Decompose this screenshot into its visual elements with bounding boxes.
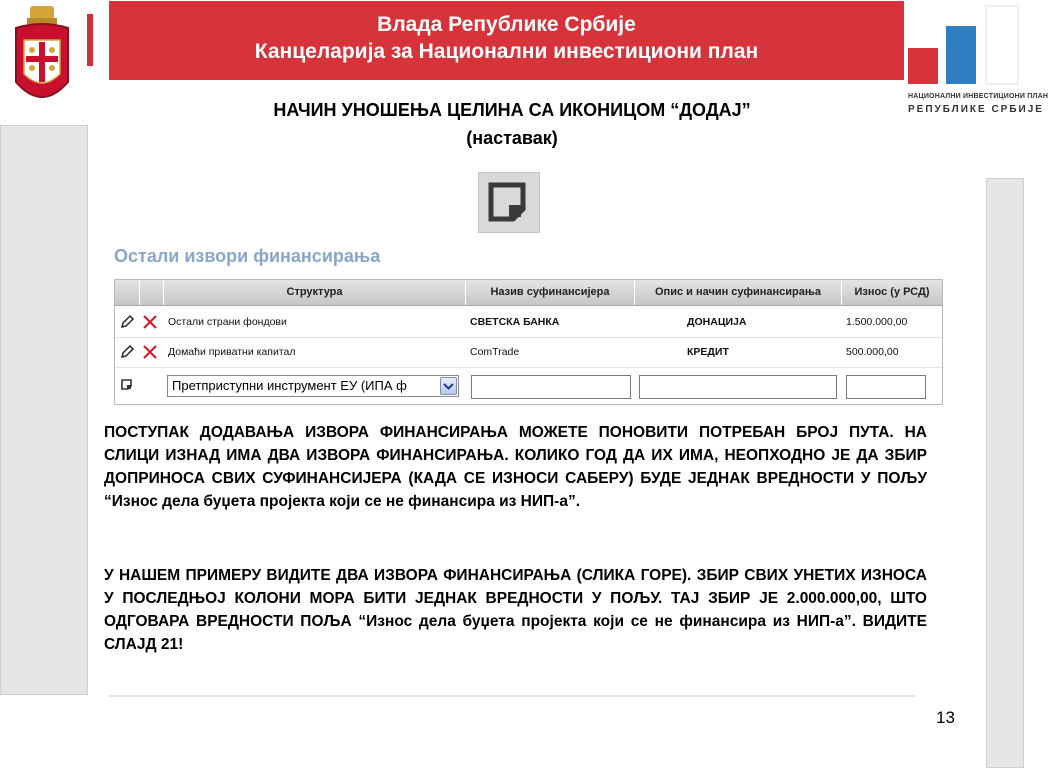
header-delete-col (140, 280, 164, 305)
right-side-panel (986, 178, 1024, 768)
table-row (115, 308, 942, 338)
pencil-icon[interactable] (119, 344, 135, 360)
header-banner (109, 1, 904, 80)
column-header-cofinancier: Назив суфинансијера (466, 280, 635, 305)
table-header (115, 280, 942, 306)
chevron-down-icon[interactable] (440, 377, 457, 395)
cell-description: КРЕДИТ (687, 346, 729, 358)
left-side-panel (0, 125, 88, 695)
slide-title-line-2: (наставак) (466, 128, 558, 148)
table-row (115, 338, 942, 368)
cell-amount: 1.500.000,00 (846, 316, 908, 328)
column-header-amount: Износ (у РСД) (854, 286, 930, 298)
structure-select-value: Претприступни инструмент ЕУ (ИПА ф (172, 378, 407, 393)
cell-cofinancier: ComTrade (470, 346, 520, 358)
column-header-description: Опис и начин суфинансирања (635, 280, 842, 305)
instruction-paragraph-2: У НАШЕМ ПРИМЕРУ ВИДИТЕ ДВА ИЗВОРА ФИНАНСИРАЊА (СЛИКА ГОРЕ). ЗБИР СВИХ УНЕТИХ ИЗНОСА У ПОСЛЕДЊОЈ КОЛОНИ МОРА БИТИ ЈЕДНАК ВРЕДНОСТИ У ПОЉУ. ТАЈ ЗБИР ЈЕ 2.000.000,00, ШТО ОДГОВАРА ВРЕДНОСТИ ПОЉА “Износ дела буџета пројекта који се не финансира из НИП-а”. ВИДИТЕ СЛАЈД 21! (104, 567, 927, 653)
header-line-2: Канцеларија за Национални инвестициони план (254, 40, 759, 63)
delete-icon[interactable] (142, 314, 158, 330)
add-row-icon[interactable] (119, 377, 135, 393)
slide-title (120, 96, 904, 152)
cell-description: ДОНАЦИЈА (687, 316, 747, 328)
instruction-paragraph-1: ПОСТУПАК ДОДАВАЊА ИЗВОРА ФИНАНСИРАЊА МОЖЕТЕ ПОНОВИТИ ПОТРЕБАН БРОЈ ПУТА. НА СЛИЦИ ИЗНАД ИМА ДВА ИЗВОРА ФИНАНСИРАЊА. КОЛИКО ГОД ДА ИХ ИМА, НЕОПХОДНО ЈЕ ДА ЗБИР ДОПРИНОСА СВИХ СУФИНАНСИЈЕРА (КАДА СЕ ИЗНОСИ САБЕРУ) БУДЕ ЈЕДНАК ВРЕДНОСТИ У ПОЉУ “Износ дела буџета пројекта који се не финансира из НИП-а”. (104, 424, 927, 510)
header-edit-col (115, 280, 140, 305)
cell-cofinancier: СВЕТСКА БАНКА (470, 316, 560, 328)
amount-input[interactable] (846, 375, 926, 399)
cofinancier-input[interactable] (471, 375, 631, 399)
financing-sources-table (114, 279, 943, 405)
logo-text-line-2: РЕПУБЛИКЕ СРБИЈЕ (908, 104, 1044, 115)
page-number: 13 (936, 708, 955, 727)
delete-icon[interactable] (142, 344, 158, 360)
header-accent-strip (87, 14, 93, 66)
footer-divider (109, 695, 915, 697)
add-icon-preview (478, 172, 540, 233)
header-line-1: Влада Републике Србије (377, 13, 636, 36)
cell-structure: Домаћи приватни капитал (168, 346, 296, 358)
cell-amount: 500.000,00 (846, 346, 899, 358)
pencil-icon[interactable] (119, 314, 135, 330)
slide-title-line-1: НАЧИН УНОШЕЊА ЦЕЛИНА СА ИКОНИЦОМ “ДОДАЈ” (273, 100, 751, 120)
section-title: Остали извори финансирања (114, 246, 381, 266)
description-input[interactable] (639, 375, 837, 399)
cell-structure: Остали страни фондови (168, 316, 287, 328)
structure-select[interactable] (167, 375, 459, 397)
add-document-icon (479, 173, 539, 232)
coat-of-arms-icon (10, 4, 74, 116)
column-header-structure: Структура (164, 280, 466, 305)
logo-text-line-1: НАЦИОНАЛНИ ИНВЕСТИЦИОНИ ПЛАН (908, 93, 1048, 100)
